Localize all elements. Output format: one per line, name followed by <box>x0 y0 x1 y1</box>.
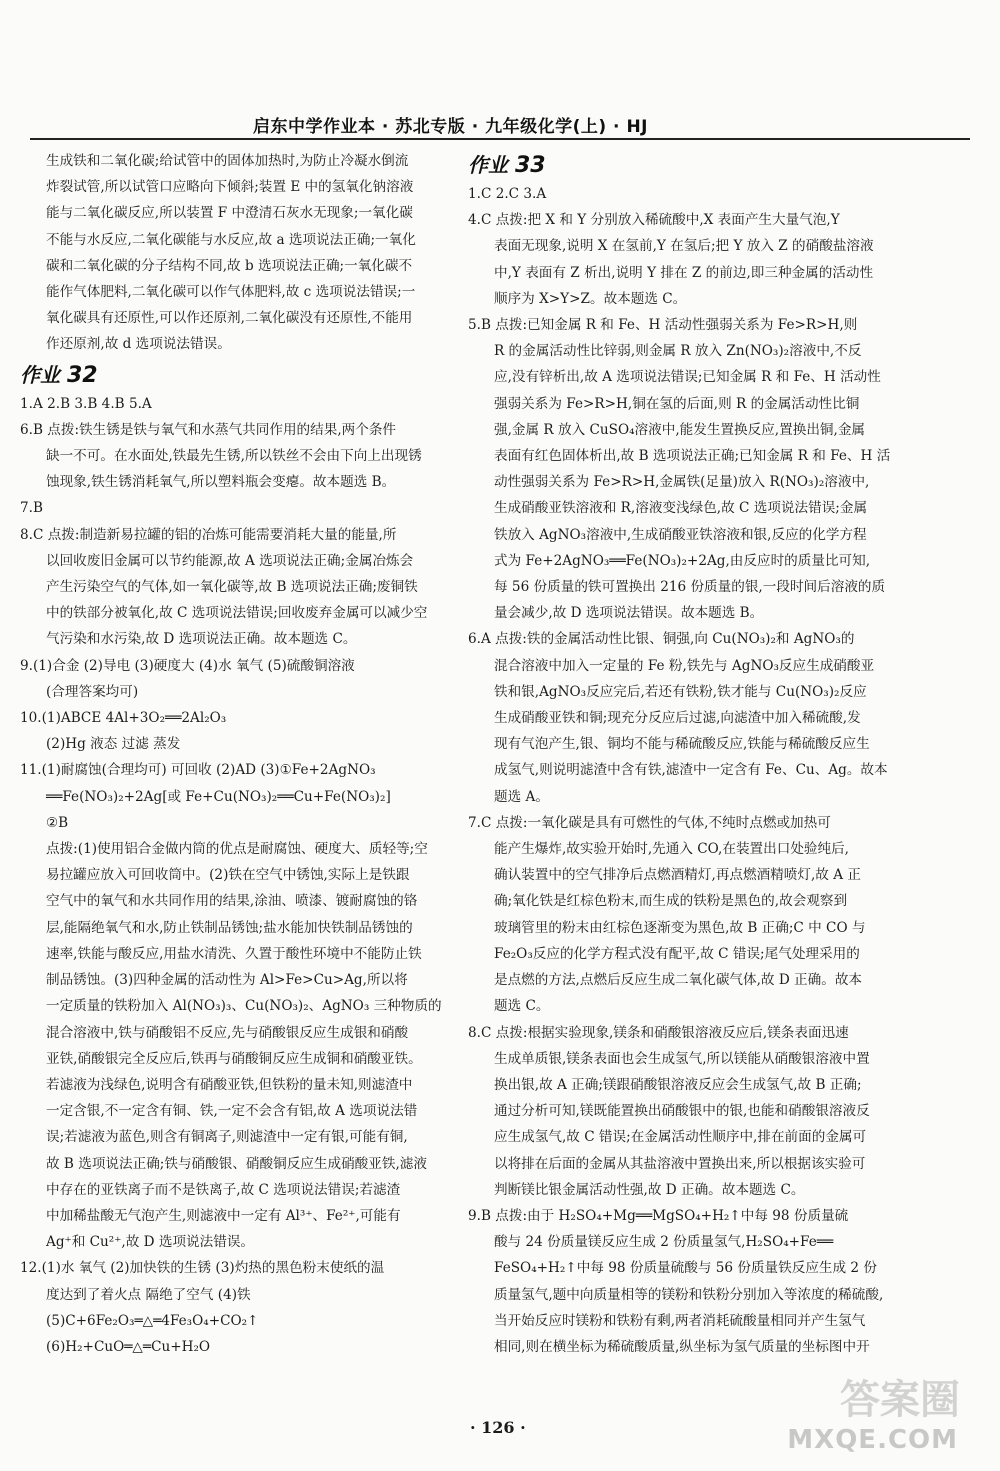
text-line: ②B <box>46 814 69 831</box>
text-line: 碳和二氧化碳的分子结构不同,故 b 选项说法正确;一氧化碳不 <box>46 257 413 274</box>
text-line: 7.C 点拨:一氧化碳是具有可燃性的气体,不纯时点燃或加热可 <box>468 814 831 831</box>
text-line: R 的金属活动性比锌弱,则金属 R 放入 Zn(NO₃)₂溶液中,不反 <box>494 343 862 360</box>
section-32-answers <box>20 391 460 1361</box>
text-line: 6.B 点拨:铁生锈是铁与氧气和水蒸气共同作用的结果,两个条件 <box>20 421 397 438</box>
watermark-site: MXQE.COM <box>787 1425 958 1455</box>
section-label: 作业 <box>20 362 60 387</box>
text-line: 确;氧化铁是红棕色粉末,而生成的铁粉是黑色的,故会观察到 <box>494 893 848 910</box>
text-line: 中的铁部分被氧化,故 C 选项说法错误;回收废弃金属可以减少空 <box>46 605 428 622</box>
text-line: 动性强弱关系为 Fe>R>H,金属铁(足量)放入 R(NO₃)₂溶液中, <box>494 474 870 491</box>
text-line: 表面无现象,说明 X 在氢前,Y 在氢后;把 Y 放入 Z 的硝酸盐溶液 <box>494 238 874 255</box>
text-line: 题选 A。 <box>494 788 549 805</box>
text-line: Fe₂O₃反应的化学方程式没有配平,故 C 错误;尾气处理采用的 <box>494 945 860 962</box>
text-line: 炸裂试管,所以试管口应略向下倾斜;装置 E 中的氢氧化钠溶液 <box>46 179 414 196</box>
page-header <box>0 112 1000 137</box>
text-line: 判断镁比银金属活动性强,故 D 正确。故本题选 C。 <box>494 1181 805 1198</box>
text-line: 误;若滤液为蓝色,则含有铜离子,则滤渣中一定有银,可能有铜, <box>46 1129 408 1146</box>
text-line: (合理答案均可) <box>46 683 139 700</box>
section-title-32 <box>20 360 460 391</box>
section-title-33 <box>468 150 908 181</box>
text-line: 应生成氢气,故 C 错误;在金属活动性顺序中,排在前面的金属可 <box>494 1129 867 1146</box>
text-line: 1.A 2.B 3.B 4.B 5.A <box>20 395 152 412</box>
text-line: 混合溶液中加入一定量的 Fe 粉,铁先与 AgNO₃反应生成硝酸亚 <box>494 657 875 674</box>
text-line: Ag⁺和 Cu²⁺,故 D 选项说法错误。 <box>46 1234 255 1251</box>
section-33-answers <box>468 181 908 1360</box>
text-line: 换出银,故 A 正确;镁跟硝酸银溶液反应会生成氢气,故 B 正确; <box>494 1076 862 1093</box>
right-column <box>468 148 908 1360</box>
text-line: 相同,则在横坐标为稀硫酸质量,纵坐标为氢气质量的坐标图中开 <box>494 1338 870 1355</box>
text-line: 生成铁和二氧化碳;给试管中的固体加热时,为防止冷凝水倒流 <box>46 153 409 169</box>
text-line: 当开始反应时镁粉和铁粉有剩,两者消耗硫酸量相同并产生氢气 <box>494 1312 866 1329</box>
text-line: 9.B 点拨:由于 H₂SO₄+Mg══MgSO₄+H₂↑中每 98 份质量硫 <box>468 1207 849 1224</box>
text-line: 空气中的氧气和水共同作用的结果,涂油、喷漆、镀耐腐蚀的铬 <box>46 893 418 910</box>
section-number: 33 <box>514 153 546 178</box>
text-line: 式为 Fe+2AgNO₃══Fe(NO₃)₂+2Ag,由反应时的质量比可知, <box>494 552 871 569</box>
text-line: 能产生爆炸,故实验开始时,先通入 CO,在装置出口处验纯后, <box>494 841 850 858</box>
text-line: 作还原剂,故 d 选项说法错误。 <box>46 336 231 353</box>
text-line: 生成单质银,镁条表面也会生成氢气,所以镁能从硝酸银溶液中置 <box>494 1050 870 1067</box>
text-line: 铁放入 AgNO₃溶液中,生成硝酸亚铁溶液和银,反应的化学方程 <box>494 526 867 543</box>
text-line: 强,金属 R 放入 CuSO₄溶液中,能发生置换反应,置换出铜,金属 <box>494 421 866 438</box>
text-line: ══Fe(NO₃)₂+2Ag[或 Fe+Cu(NO₃)₂══Cu+Fe(NO₃)₂] <box>46 788 391 805</box>
text-line: 速率,铁能与酸反应,用盐水清洗、久置于酸性环境中不能防止铁 <box>46 945 422 962</box>
text-line: 成氢气,则说明滤渣中含有铁,滤渣中一定含有 Fe、Cu、Ag。故本 <box>494 762 888 779</box>
text-line: 亚铁,硝酸银完全反应后,铁再与硝酸铜反应生成铜和硝酸亚铁。 <box>46 1050 422 1067</box>
text-line: 铁和银,AgNO₃反应完后,若还有铁粉,铁才能与 Cu(NO₃)₂反应 <box>494 683 867 700</box>
text-line: 8.C 点拨:制造新易拉罐的铝的冶炼可能需要消耗大量的能量,所 <box>20 526 397 543</box>
text-line: 顺序为 X>Y>Z。故本题选 C。 <box>494 290 687 307</box>
text-line: (6)H₂+CuO═△═Cu+H₂O <box>46 1338 211 1355</box>
text-line: 玻璃管里的粉末由红棕色逐渐变为黑色,故 B 正确;C 中 CO 与 <box>494 919 866 936</box>
text-line: 产生污染空气的气体,如一氧化碳等,故 B 选项说法正确;废铜铁 <box>46 579 418 596</box>
text-line: 现有气泡产生,银、铜均不能与稀硫酸反应,铁能与稀硫酸反应生 <box>494 736 870 753</box>
text-line: 质量氢气,题中向质量相等的镁粉和铁粉分别加入等浓度的稀硫酸, <box>494 1286 884 1303</box>
text-line: 通过分析可知,镁既能置换出硝酸银中的银,也能和硝酸银溶液反 <box>494 1103 870 1120</box>
text-line: 中,Y 表面有 Z 析出,说明 Y 排在 Z 的前边,即三种金属的活动性 <box>494 264 874 281</box>
text-line: 强弱关系为 Fe>R>H,铜在氢的后面,则 R 的金属活动性比铜 <box>494 395 860 412</box>
text-line: 每 56 份质量的铁可置换出 216 份质量的银,一段时间后溶液的质 <box>494 579 886 596</box>
text-line: 生成硝酸亚铁溶液和 R,溶液变浅绿色,故 C 选项说法错误;金属 <box>494 500 868 517</box>
text-line: (5)C+6Fe₂O₃═△═4Fe₃O₄+CO₂↑ <box>46 1312 259 1329</box>
text-line: 10.(1)ABCE 4Al+3O₂══2Al₂O₃ <box>20 710 227 727</box>
text-line: 中加稀盐酸无气泡产生,则滤液中一定有 Al³⁺、Fe²⁺,可能有 <box>46 1207 401 1224</box>
text-line: 是点燃的方法,点燃后反应生成二氧化碳气体,故 D 正确。故本 <box>494 972 863 989</box>
text-line: 以将排在后面的金属从其盐溶液中置换出来,所以根据该实验可 <box>494 1155 866 1172</box>
page-number: · 126 · <box>470 1418 526 1437</box>
text-line: 5.B 点拨:已知金属 R 和 Fe、H 活动性强弱关系为 Fe>R>H,则 <box>468 317 858 334</box>
text-line: 9.(1)合金 (2)导电 (3)硬度大 (4)水 氧气 (5)硫酸铜溶液 <box>20 657 355 674</box>
watermark-logo: 答案圈 <box>840 1377 960 1423</box>
text-line: FeSO₄+H₂↑中每 98 份质量硫酸与 56 份质量铁反应生成 2 份 <box>494 1260 877 1277</box>
section-number: 32 <box>66 362 98 388</box>
text-line: 点拨:(1)使用铝合金做内筒的优点是耐腐蚀、硬度大、质轻等;空 <box>46 841 428 858</box>
text-line: 4.C 点拨:把 X 和 Y 分别放入稀硫酸中,X 表面产生大量气泡,Y <box>468 212 840 229</box>
text-line: 能与二氧化碳反应,所以装置 F 中澄清石灰水无现象;一氧化碳 <box>46 205 413 222</box>
header-rule <box>30 138 970 140</box>
text-line: 酸与 24 份质量镁反应生成 2 份质量氢气,H₂SO₄+Fe══ <box>494 1234 834 1251</box>
text-line: 确认装置中的空气排净后点燃酒精灯,再点燃酒精喷灯,故 A 正 <box>494 867 861 884</box>
text-line: 6.A 点拨:铁的金属活动性比银、铜强,向 Cu(NO₃)₂和 AgNO₃的 <box>468 631 855 648</box>
text-line: 若滤液为浅绿色,说明含有硝酸亚铁,但铁粉的量未知,则滤渣中 <box>46 1076 413 1093</box>
text-line: 氧化碳具有还原性,可以作还原剂,二氧化碳没有还原性,不能用 <box>46 310 413 327</box>
text-line: 蚀现象,铁生锈消耗氧气,所以塑料瓶会变瘪。故本题选 B。 <box>46 474 396 491</box>
text-line: 制品锈蚀。(3)四种金属的活动性为 Al>Fe>Cu>Ag,所以将 <box>46 972 408 989</box>
text-line: 一定质量的铁粉加入 Al(NO₃)₃、Cu(NO₃)₂、AgNO₃ 三种物质的 <box>46 998 442 1015</box>
text-line: 7.B <box>20 500 43 517</box>
text-line: 以回收废旧金属可以节约能源,故 A 选项说法正确;金属冶炼会 <box>46 552 414 569</box>
text-line: 一定含银,不一定含有铜、铁,一定不会含有铝,故 A 选项说法错 <box>46 1103 418 1120</box>
text-line: 不能与水反应,二氧化碳能与水反应,故 a 选项说法正确;一氧化 <box>46 231 416 248</box>
text-line: (2)Hg 液态 过滤 蒸发 <box>46 736 181 753</box>
text-line: 11.(1)耐腐蚀(合理均可) 可回收 (2)AD (3)①Fe+2AgNO₃ <box>20 762 376 779</box>
text-line: 中存在的亚铁离子而不是铁离子,故 C 选项说法错误;若滤渣 <box>46 1181 401 1198</box>
text-line: 混合溶液中,铁与硝酸铝不反应,先与硝酸银反应生成银和硝酸 <box>46 1024 409 1041</box>
header-title: 启东中学作业本 · 苏北专版 · 九年级化学(上) · HJ <box>253 117 648 137</box>
text-line: 表面有红色固体析出,故 B 选项说法正确;已知金属 R 和 Fe、H 活 <box>494 448 891 465</box>
left-intro-block <box>20 148 460 358</box>
text-line: 应,没有锌析出,故 A 选项说法错误;已知金属 R 和 Fe、H 活动性 <box>494 369 881 386</box>
section-label: 作业 <box>468 153 508 177</box>
text-line: 1.C 2.C 3.A <box>468 186 547 202</box>
text-line: 故 B 选项说法正确;铁与硝酸银、硝酸铜反应生成硝酸亚铁,滤液 <box>46 1155 427 1172</box>
text-line: 气污染和水污染,故 D 选项说法正确。故本题选 C。 <box>46 631 357 648</box>
text-line: 易拉罐应放入可回收筒中。(2)铁在空气中锈蚀,实际上是铁跟 <box>46 867 410 884</box>
left-column <box>20 148 460 1360</box>
text-line: 生成硝酸亚铁和铜;现充分反应后过滤,向滤渣中加入稀硫酸,发 <box>494 710 861 727</box>
text-line: 8.C 点拨:根据实验现象,镁条和硝酸银溶液反应后,镁条表面迅速 <box>468 1024 849 1041</box>
text-line: 题选 C。 <box>494 998 550 1015</box>
text-line: 缺一不可。在水面处,铁最先生锈,所以铁丝不会由下向上出现锈 <box>46 448 422 465</box>
text-line: 量会减少,故 D 选项说法错误。故本题选 B。 <box>494 605 764 622</box>
text-line: 层,能隔绝氧气和水,防止铁制品锈蚀;盐水能加快铁制品锈蚀的 <box>46 919 413 936</box>
text-line: 度达到了着火点 隔绝了空气 (4)铁 <box>46 1286 251 1303</box>
text-line: 能作气体肥料,二氧化碳可以作气体肥料,故 c 选项说法错误;一 <box>46 284 416 301</box>
text-line: 12.(1)水 氧气 (2)加快铁的生锈 (3)灼热的黑色粉末使纸的温 <box>20 1260 385 1277</box>
watermark <box>787 1377 980 1465</box>
